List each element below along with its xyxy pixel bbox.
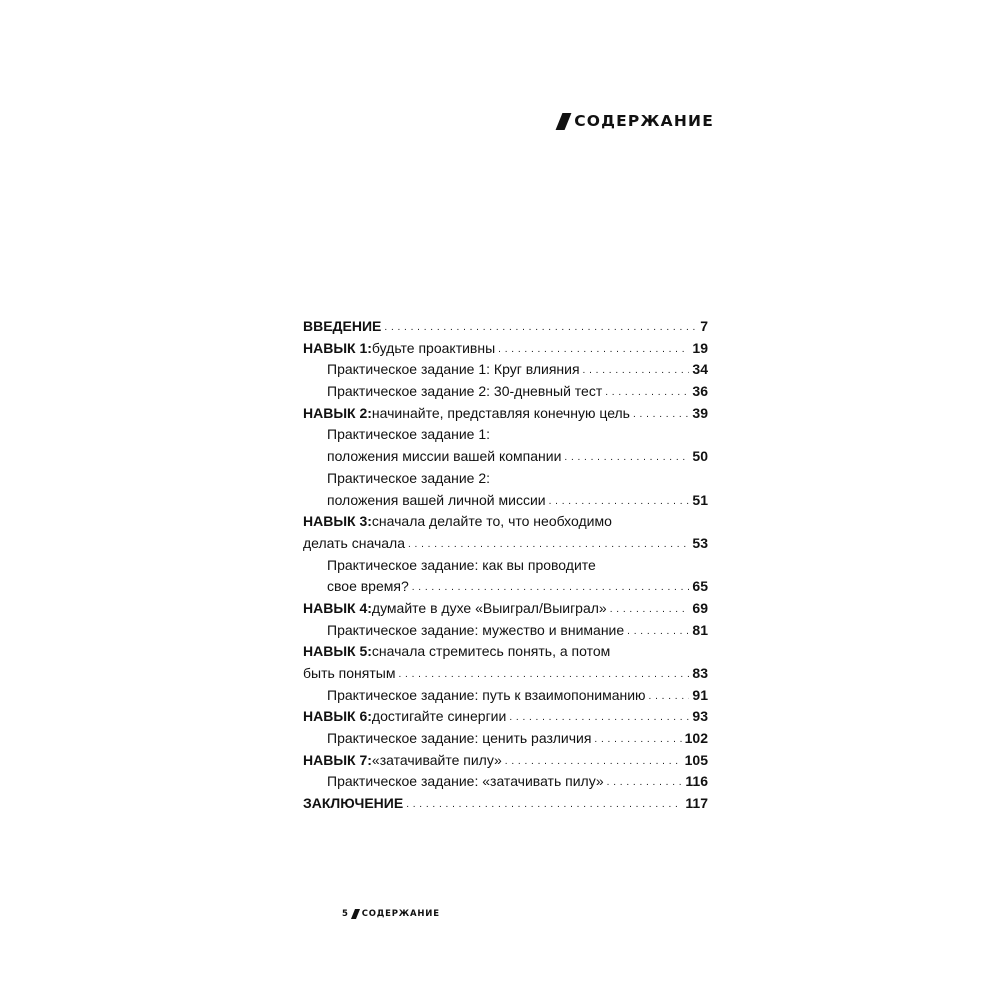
dot-leader (406, 792, 682, 816)
toc-page-number: 50 (692, 448, 708, 465)
dot-leader (549, 489, 690, 513)
toc-subentry[interactable] (303, 555, 708, 577)
page-footer (342, 909, 440, 919)
dot-leader (384, 315, 697, 339)
toc-entry-text: положения миссии вашей компании (327, 448, 562, 465)
toc-entry-text: Практическое задание 2: 30-дневный тест (327, 383, 603, 400)
toc-entry-text: Практическое задание 1: (327, 426, 491, 443)
toc-entry-text: делать сначала (303, 534, 405, 551)
dot-leader (605, 380, 689, 404)
toc-entry-text: «затачивайте пилу» (371, 751, 502, 768)
toc-entry-intro[interactable] (303, 316, 708, 338)
toc-entry-habit-4[interactable] (303, 598, 708, 620)
habit-number: НАВЫК 5: (303, 643, 372, 660)
toc-page-number: 81 (692, 621, 708, 638)
toc-entry-text: Практическое задание: «затачивать пилу» (327, 773, 604, 790)
toc-page-number: 19 (692, 339, 708, 356)
page-title: СОДЕРЖАНИЕ (574, 112, 714, 130)
page-header (559, 112, 714, 130)
toc-entry-text: достигайте синергии (371, 708, 507, 725)
toc-entry-continuation[interactable] (303, 533, 708, 555)
habit-number: НАВЫК 4: (303, 599, 372, 616)
toc-subentry-continuation[interactable] (303, 490, 708, 512)
toc-entry-habit-6[interactable] (303, 706, 708, 728)
toc-entry-text: думайте в духе «Выиграл/Выиграл» (371, 599, 607, 616)
toc-subentry[interactable] (303, 468, 708, 490)
dot-leader (610, 597, 690, 621)
footer-page-number: 5 (342, 909, 349, 919)
dot-leader (627, 619, 689, 643)
dot-leader (633, 402, 689, 426)
toc-entry-habit-5[interactable] (303, 641, 708, 663)
toc-entry-label: ЗАКЛЮЧЕНИЕ (303, 795, 404, 812)
toc-entry-habit-7[interactable] (303, 750, 708, 772)
toc-entry-text: будьте проактивны (371, 339, 496, 356)
table-of-contents (303, 316, 708, 815)
toc-subentry[interactable] (303, 728, 708, 750)
toc-page-number: 69 (692, 599, 708, 616)
habit-number: НАВЫК 7: (303, 751, 372, 768)
toc-subentry-continuation[interactable] (303, 446, 708, 468)
dot-leader (498, 337, 689, 361)
toc-entry-text: сначала стремитесь понять, а потом (371, 643, 611, 660)
toc-entry-text: положения вашей личной миссии (327, 491, 546, 508)
toc-page-number: 83 (692, 665, 708, 681)
toc-page-number: 116 (685, 773, 708, 790)
toc-entry-text: сначала делайте то, что необходимо (371, 513, 612, 530)
toc-page-number: 7 (700, 318, 708, 334)
dot-leader (594, 727, 681, 751)
dot-leader (398, 662, 689, 686)
habit-number: НАВЫК 3: (303, 513, 372, 530)
toc-page-number: 102 (684, 730, 708, 747)
toc-page-number: 117 (685, 795, 708, 812)
slash-mark-icon (351, 909, 360, 919)
dot-leader (509, 705, 689, 729)
toc-entry-habit-3[interactable] (303, 511, 708, 533)
toc-entry-habit-2[interactable] (303, 403, 708, 425)
dot-leader (649, 684, 690, 708)
toc-page-number: 93 (692, 708, 708, 725)
habit-number: НАВЫК 1: (303, 339, 372, 356)
toc-entry-text: Практическое задание: как вы проводите (327, 556, 596, 573)
toc-page-number: 39 (692, 404, 708, 421)
toc-page-number: 105 (684, 751, 708, 768)
dot-leader (505, 749, 682, 773)
dot-leader (607, 770, 683, 794)
dot-leader (412, 575, 690, 599)
toc-page-number: 36 (692, 383, 708, 400)
toc-subentry[interactable] (303, 620, 708, 642)
toc-entry-text: Практическое задание: мужество и внимание (327, 621, 625, 638)
book-page (190, 0, 810, 1000)
toc-entry-text: Практическое задание 2: (327, 469, 491, 486)
habit-number: НАВЫК 6: (303, 708, 372, 725)
toc-entry-label: ВВЕДЕНИЕ (303, 318, 382, 334)
slash-mark-icon (556, 113, 572, 130)
toc-subentry[interactable] (303, 685, 708, 707)
toc-subentry[interactable] (303, 359, 708, 381)
toc-page-number: 34 (692, 361, 708, 378)
toc-page-number: 65 (692, 578, 708, 595)
toc-subentry[interactable] (303, 424, 708, 446)
dot-leader (408, 532, 689, 556)
toc-subentry[interactable] (303, 771, 708, 793)
toc-entry-text: Практическое задание: путь к взаимопониманию (327, 686, 646, 703)
toc-subentry[interactable] (303, 381, 708, 403)
dot-leader (583, 358, 690, 382)
toc-entry-text: Практическое задание: ценить различия (327, 730, 592, 747)
toc-entry-text: быть понятым (303, 665, 396, 681)
toc-entry-conclusion[interactable] (303, 793, 708, 815)
toc-subentry-continuation[interactable] (303, 576, 708, 598)
dot-leader (564, 445, 689, 469)
toc-page-number: 51 (692, 491, 708, 508)
toc-page-number: 53 (692, 534, 708, 551)
toc-entry-text: Практическое задание 1: Круг влияния (327, 361, 580, 378)
toc-entry-text: начинайте, представляя конечную цель (371, 404, 630, 421)
footer-running-title: СОДЕРЖАНИЕ (361, 909, 440, 919)
habit-number: НАВЫК 2: (303, 404, 372, 421)
toc-entry-habit-1[interactable] (303, 338, 708, 360)
toc-entry-text: свое время? (327, 578, 409, 595)
toc-page-number: 91 (692, 686, 708, 703)
toc-entry-continuation[interactable] (303, 663, 708, 685)
